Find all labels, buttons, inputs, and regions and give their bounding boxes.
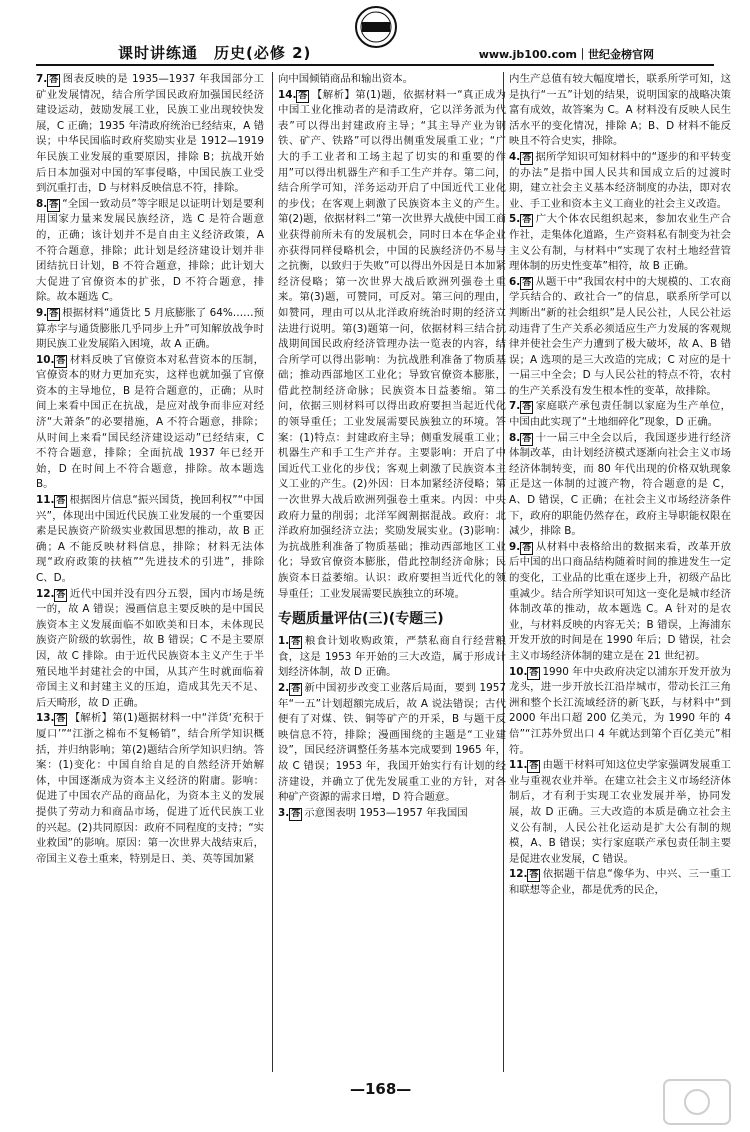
answer-item — [36, 306, 264, 353]
answer-tag: 答 — [291, 637, 301, 648]
answer-item — [509, 72, 731, 150]
item-number: 9. — [509, 540, 521, 553]
item-text: 根据图片信息“振兴国货，挽回利权”“中国兴”，体现出中国近代民族工业发展的一个重要因素是民族资产阶级实业救国思想的推动，故 B 正确；A 不能反映材料信息，排除；材料无法体现“政府政策的扶植”“先进技术的引进”，排除 C、D。 — [36, 494, 264, 584]
item-text: 新中国初步改变工业落后局面，要到 1957 年“一五”计划超额完成后，故 A 说法错误；古代便有了对煤、铁、铜等矿产的开采，B 与题干反映信息不符，排除；漫画围绕的主题是“工业建设”，国民经济调整任务基本完成要到 1965 年，故 C 错误；1953 年，我国开始实行有计划的经济建设，并确立了优先发展重工业的方针，对各种矿产资源的需求日增，D 符合题意。 — [278, 681, 506, 804]
answer-tag: 答 — [522, 152, 532, 163]
item-text: 从题干中“我国农村中的大规模的、工农商学兵结合的、政社合一”的信息，联系所学可以判断出“新的社会组织”是人民公社，人民公社运动违背了生产关系必须适应生产力发展的客观规律并使社会生产力遭到了极大破坏，故 A、B 错误；A 选项的是三大改造的完成；C 对应的是十一届三中全会；D 与人民公社的特点不符，农村的生产关系没有发生根本性的变革，故排除。 — [509, 275, 731, 397]
answer-item — [278, 681, 506, 806]
answer-item — [36, 72, 264, 197]
header-divider — [36, 64, 714, 66]
item-text: 内生产总值有较大幅度增长，联系所学可知，这是执行“一五”计划的结果，说明国家的战略决策富有成效，故答案为 C。A 材料没有反映人民生活水平的变化情况，排除 A；B、D 材料不能反映且不符合史实，排除。 — [509, 73, 731, 148]
answer-item — [509, 399, 731, 430]
item-number: 12. — [36, 587, 55, 600]
website-label: www.jb100.com｜世纪金榜官网 — [478, 48, 654, 61]
item-text: 广大个体农民组织起来，参加农业生产合作社，走集体化道路，生产资料私有制变为社会主义公有制，与材料中“实现了农村土地经营管理体制的历史性变革”相符，故 B 正确。 — [509, 213, 731, 273]
item-text: 依据题干信息“像华为、中兴、三一重工和联想等企业，都是优秀的民企， — [509, 868, 731, 896]
answer-tag: 答 — [291, 683, 301, 694]
item-number: 11. — [509, 759, 528, 772]
item-text: 示意图表明 1953—1957 年我国国 — [304, 806, 468, 819]
answer-tag: 答 — [529, 761, 539, 772]
answer-item — [278, 88, 506, 603]
item-number: 7. — [509, 400, 521, 413]
answer-item — [278, 634, 506, 681]
item-number: 13. — [36, 712, 55, 725]
answer-item — [509, 665, 731, 759]
book-title: 课时讲练通 历史(必修 2) — [118, 44, 312, 62]
section-title: 专题质量评估(三)(专题三) — [278, 611, 444, 628]
item-number: 8. — [36, 197, 48, 210]
item-number: 12. — [509, 868, 528, 881]
answer-item — [36, 353, 264, 493]
column-middle — [278, 72, 506, 1072]
item-number: 4. — [509, 150, 521, 163]
item-number: 10. — [509, 665, 528, 678]
answer-tag: 答 — [56, 589, 66, 600]
answer-item — [509, 150, 731, 212]
answer-tag: 答 — [56, 355, 66, 366]
publisher-logo-icon — [352, 4, 400, 50]
column-left — [36, 72, 264, 1072]
item-number: 2. — [278, 681, 290, 694]
item-text: 【解析】第(1)题据材料一中“洋货‘充积于厦口’”“江浙之棉布不复畅销”，结合所学知识概括，并归纳影响；第(2)题结合所学知识归纳。答案：(1)变化：中国自给自足的自然经济开始解体，中国逐渐成为资本主义经济的附庸。影响：促进了中国农产品的商品化，为资本主义的发展提供了劳动力和商品市场，促进了近代民族工业的兴起。(2)共同原因：政府不同程度的支持；“实业救国”的影响。原因：第一次世界大战结束后，帝国主义卷土重来，特别是日、美、英等国加紧 — [36, 712, 264, 865]
answer-item — [509, 540, 731, 665]
answer-tag: 答 — [529, 870, 539, 881]
watermark-stamp-icon — [662, 1078, 732, 1126]
answer-item — [509, 431, 731, 540]
answer-tag: 答 — [522, 402, 532, 413]
answer-item — [278, 806, 506, 822]
item-number: 11. — [36, 494, 55, 507]
item-number: 3. — [278, 806, 290, 819]
answer-item — [36, 197, 264, 306]
item-text: 图表反映的是 1935—1937 年我国部分工矿业发展情况，结合所学国民政府加强国民经济建设运动，鼓励发展工业，民族工业出现较快发展，C 正确；1935 年清政府统治已经结束，A 错误；中华民国临时政府奖励实业是 1912—1919 年民族工业发展的重要原因，排除 B；抗战开始后日本加强对中国的军事侵略，中国民族工业受到沉重打击，D 与材料反映信息不符，排除。 — [36, 73, 264, 195]
item-number: 10. — [36, 353, 55, 366]
answer-item — [36, 711, 264, 867]
answer-item — [509, 212, 731, 274]
answer-tag: 答 — [522, 542, 532, 553]
item-number: 1. — [278, 635, 290, 648]
answer-item — [36, 493, 264, 587]
answer-tag: 答 — [49, 199, 59, 210]
answer-tag: 答 — [298, 90, 308, 101]
item-text: 由题干材料可知这位史学家强调发展重工业与重视农业并举。在建立社会主义市场经济体制后，才有利于实现工农业发展并举，协同发展，故 D 正确。三大改造的本质是确立社会主义公有制，人民公社化运动是扩大公有制的规模，A、B 错误；实行家庭联产承包责任制主要是促进农业发展，C 错误。 — [509, 759, 731, 865]
item-number: 9. — [36, 306, 48, 319]
answer-tag: 答 — [291, 808, 301, 819]
item-text: 向中国倾销商品和输出资本。 — [278, 73, 414, 85]
answer-item — [509, 867, 731, 898]
item-text: 十一届三中全会以后，我国逐步进行经济体制改革，由计划经济模式逐渐向社会主义市场经济体制转变，而 80 年代出现的价格双轨现象正是这一体制的过渡产物，符合题意的是 C，A、D 错误，C 正确；在社会主义市场经济条件下，政府的职能仍然存在，政府主导职能权限在减少，排除 B。 — [509, 431, 731, 538]
item-number: 7. — [36, 73, 48, 85]
page-number: —168— — [350, 1080, 412, 1098]
item-text: 1990 年中央政府决定以浦东开发开放为龙头，进一步开放长江沿岸城市，带动长江三角洲和整个长江流域经济的新飞跃，与材料中“到 2000 年出口超 200 亿美元，为 1990 年的 4 倍”“江苏外贸出口 4 年就达到第个百亿美元”相符。 — [509, 665, 731, 756]
answer-tag: 答 — [522, 277, 532, 288]
item-text: 家庭联产承包责任制以家庭为生产单位，中国由此实现了“土地细碎化”现象，D 正确。 — [509, 400, 731, 429]
item-text: 粮食计划收购政策，严禁私商自行经营粮食，这是 1953 年开始的三大改造，属于形成计划经济体制，故 D 正确。 — [278, 635, 506, 679]
column-right — [509, 72, 731, 1072]
item-text: 【解析】第(1)题，依据材料一“真正成为中国工业化推动者的是清政府，它以洋务派为代表”可以得出封建政府主导；“其主导产业为钢铁、矿产、铁路”可以得出侧重发展重工业；“广大的手工业者和工场主起了切实的和重要的作用”可以得出机器生产和手工生产并存。第二问，结合所学可知，洋务运动开启了中国近代工业化的步伐；在客观上刺激了民族资本主义的产生。第(2)题，依据材料二“第一次世界大战使中国工商业获得前所未有的发展机会，同时日本在华企业亦获得同样侵略机会，中国的民族经济仍不易与之抗衡，以致归于失败”可以得出外因是日本加紧经济侵略；第一次世界大战后欧洲列强卷土重来。第(3)题，可赞同，可反对。第三问的理由，如赞同，理由可以从北洋政府统治时期的经济立法进行说明。第(3)题第一问，依据材料三结合抗战期间国民政府经济管理办法一览表的内容，结合所学可以得出影响：为抗战胜利准备了物质基础；推动西部地区工业化；导致官僚资本膨胀，借此控制经济命脉；民族资本日益萎缩。第二问，依据三则材料可以得出政府要担当起近代化的领导重任；工业发展需要民族独立的环境。答案：(1)特点：封建政府主导；侧重发展重工业；机器生产和手工生产并存。主要影响：开启了中国近代工业化的步伐；客观上刺激了民族资本主义工业的产生。(2)外因：日本加紧经济侵略；第一次世界大战后欧洲列强卷土重来。内因：中央政府力量的削弱；北洋军阀割据混战。政府：北洋政府加强经济立法；奖励发展实业。(3)影响：为抗战胜利准备了物质基础；推动西部地区工业化；导致官僚资本膨胀，借此控制经济命脉；民族资本日益萎缩。认识：政府要担当近代化的领导重任；工业发展需要民族独立的环境。 — [278, 88, 506, 600]
answer-item — [36, 587, 264, 712]
answer-item — [509, 758, 731, 867]
item-number: 5. — [509, 213, 521, 226]
answer-tag: 答 — [56, 496, 66, 507]
item-text: 近代中国并没有四分五裂，国内市场是统一的，故 A 错误；漫画信息主要反映的是中国民族资本主义发展面临不如欧美和日本，未体现民族资产阶级的软弱性，故 B 错误；C 不是主要原因，故 C 排除。由于近代民族资本主义产生于半殖民地半封建社会的中国，从其产生时就面临着帝国主义和封建主义的压迫，造成其先天不足、后天畸形，故 D 正确。 — [36, 587, 264, 709]
item-number: 6. — [509, 275, 521, 288]
answer-tag: 答 — [529, 667, 539, 678]
page-header — [0, 0, 750, 66]
column-divider — [272, 72, 273, 1072]
item-text: 根据材料“通货比 5 月底膨胀了 64%……预算赤字与通货膨胀几乎同步上升”可知解放战争时期民族工业发展陷入困境，故 A 正确。 — [36, 306, 264, 351]
answer-tag: 答 — [522, 433, 532, 444]
answer-item — [278, 72, 506, 88]
answer-item — [509, 275, 731, 400]
answer-tag: 答 — [49, 308, 59, 319]
answer-tag: 答 — [522, 215, 532, 226]
answer-tag: 答 — [49, 75, 59, 85]
item-number: 14. — [278, 88, 297, 101]
item-text: 材料反映了官僚资本对私营资本的压制，官僚资本的财力更加充实，这样也就加强了官僚资本的主导地位，B 是符合题意的，正确；从时间上来看中国正在抗战，是应对战争而非应对经济“大萧条”的必要措施，A 不符合题意，排除；从时间上来看“国民经济建设运动”已经结束，C 不符合题意，排除；全面抗战 1937 年已经开始，D 在时间上不符合题意，排除。故本题选 B。 — [36, 353, 264, 491]
answer-tag: 答 — [56, 714, 66, 725]
item-number: 8. — [509, 431, 521, 444]
item-text: 从材料中表格给出的数据来看，改革开放后中国的出口商品结构随着时间的推进发生一定的变化，工业品的比重在逐步上升，初级产品比重减少。结合所学知识可知这一变化是城市经济体制改革的推动，故本题选 C。A 针对的是农业，与材料反映的内容无关；B 错误，上海浦东开发开放的时间是在 1990 年后；D 错误，社会主义市场经济体制的建立是在 21 世纪初。 — [509, 540, 731, 662]
item-text: “全国一致动员”等字眼足以证明计划是要利用国家力量来发展民族经济，选 C 是符合题意的，正确；该计划并不是自由主义经济政策，A 不符合题意，排除；此计划是经济建设计划并非团结抗日计划，B 不符合题意，排除；此计划大大促进了官僚资本的扩张，D 不符合题意，排除。故本题选 C。 — [36, 197, 264, 304]
item-text: 据所学知识可知材料中的“逐步的和平转变的办法”是指中国人民共和国成立后的过渡时期，建立社会主义基本经济制度的办法，即对农业、手工业和资本主义工商业的社会主义改造。 — [509, 150, 731, 210]
